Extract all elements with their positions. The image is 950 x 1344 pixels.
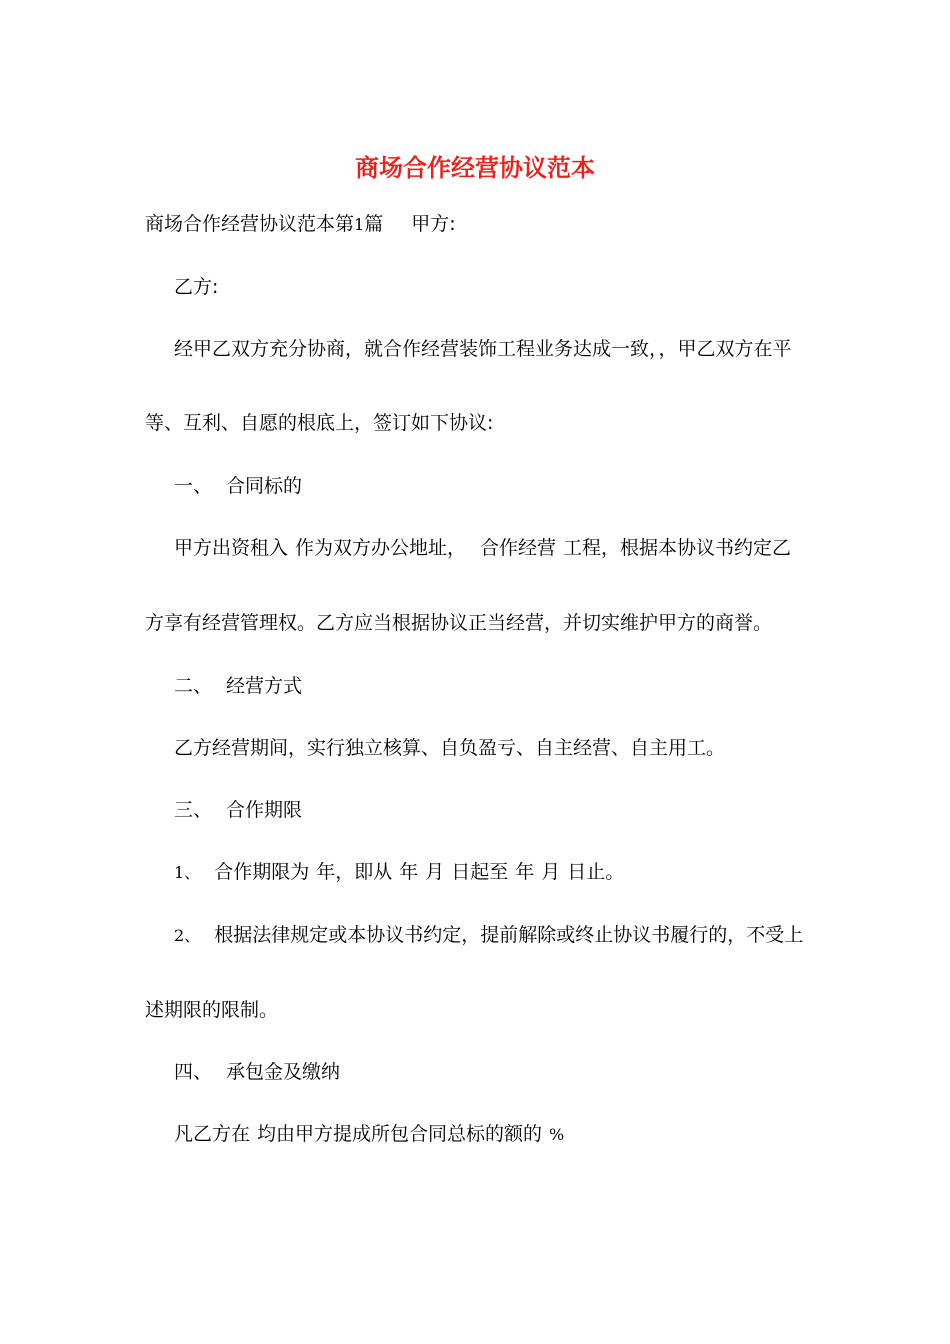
party-a-label: 甲方:: [411, 213, 456, 235]
list-item-1-number: 1、: [174, 863, 201, 882]
item-1-text-g: 月: [541, 861, 561, 883]
list-item-2-continuation: 述期限的限制。: [145, 999, 279, 1021]
paragraph-2-line-1: [174, 534, 791, 562]
paragraph-3: 乙方经营期间，实行独立核算、自负盈亏、自主经营、自主用工。: [174, 737, 726, 759]
item-1-text-f: 年: [515, 861, 535, 883]
section-1-label: 一、: [174, 475, 213, 497]
list-item-2-number: 2、: [174, 926, 201, 945]
paragraph-2-line-2: 方享有经营管理权。乙方应当根据协议正当经营，并切实维护甲方的商誉。: [145, 612, 773, 634]
item-1-text-h: 日止。: [567, 861, 625, 883]
section-3-title: 合作期限: [226, 799, 303, 821]
list-item-1: [174, 858, 624, 887]
item-1-text-e: 日起至: [451, 861, 509, 883]
section-3-label: 三、: [174, 799, 213, 821]
section-4-heading: [174, 1058, 340, 1086]
intro-heading-suffix: 篇: [364, 213, 384, 235]
section-1-title: 合同标的: [226, 475, 303, 497]
paragraph-2-segment-c: 合作经营: [480, 537, 557, 559]
section-1-heading: [174, 472, 302, 500]
intro-line: [145, 210, 456, 239]
section-2-title: 经营方式: [226, 675, 303, 697]
item-1-text-c: 年: [399, 861, 419, 883]
party-b-label: 乙方:: [174, 276, 219, 298]
paragraph-2-segment-a: 甲方出资租入: [174, 537, 289, 559]
section-4-label: 四、: [174, 1061, 213, 1083]
percent-sign: %: [549, 1125, 565, 1144]
item-1-text-b: 年，即从: [316, 861, 393, 883]
paragraph-2-segment-b: 作为双方办公地址，: [295, 537, 467, 559]
intro-heading: 商场合作经营协议范本第: [145, 213, 355, 235]
item-1-text-d: 月: [425, 861, 445, 883]
section-4-title: 承包金及缴纳: [226, 1061, 341, 1083]
paragraph-1-line-2: 等、互利、自愿的根底上，签订如下协议:: [145, 412, 494, 434]
paragraph-4-segment-b: 均由甲方提成所包合同总标的额的: [257, 1123, 543, 1145]
section-2-label: 二、: [174, 675, 213, 697]
document-title: 商场合作经营协议范本: [355, 153, 595, 182]
paragraph-1-line-1: 经甲乙双方充分协商，就合作经营装饰工程业务达成一致，，甲乙双方在平: [174, 338, 792, 360]
intro-heading-number: 1: [354, 215, 365, 234]
item-1-text-a: 合作期限为: [214, 861, 310, 883]
section-3-heading: [174, 796, 302, 824]
paragraph-4: [174, 1120, 564, 1149]
list-item-2: [174, 921, 803, 950]
item-2-text-line-1: 根据法律规定或本协议书约定，提前解除或终止协议书履行的，不受上: [214, 924, 804, 946]
paragraph-2-segment-d: 工程，根据本协议书约定乙: [563, 537, 792, 559]
paragraph-4-segment-a: 凡乙方在: [174, 1123, 251, 1145]
section-2-heading: [174, 672, 302, 700]
